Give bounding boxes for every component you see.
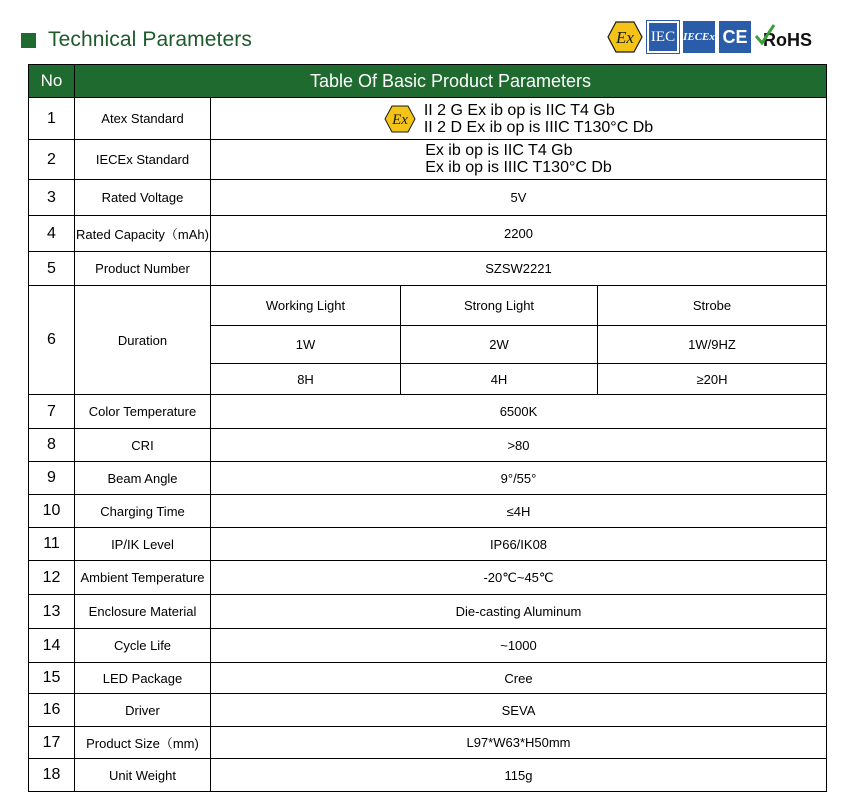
table-row	[29, 694, 827, 727]
iecex-line-dust: Ex ib op is IIIC T130°C Db	[425, 159, 612, 176]
rohs-logo-text: RoHS	[763, 30, 812, 50]
table-row	[29, 98, 827, 140]
row-value: SZSW2221	[211, 252, 827, 286]
duration-mode-strobe: Strobe	[598, 286, 827, 326]
row-number: 2	[29, 140, 75, 180]
row-value: Cree	[211, 663, 827, 694]
ex-logo-text: Ex	[616, 28, 634, 47]
table-row	[29, 216, 827, 252]
row-label: Rated Voltage	[75, 180, 211, 216]
row-label: Charging Time	[75, 495, 211, 528]
table-row	[29, 528, 827, 561]
header-no: No	[29, 65, 75, 98]
row-number: 15	[29, 663, 75, 694]
table-row	[29, 495, 827, 528]
row-value	[211, 140, 827, 180]
row-number: 10	[29, 495, 75, 528]
row-number: 7	[29, 395, 75, 429]
table-row	[29, 759, 827, 792]
row-number: 16	[29, 694, 75, 727]
parameters-table	[28, 64, 827, 792]
duration-mode-strong-light: Strong Light	[401, 286, 598, 326]
row-value: IP66/IK08	[211, 528, 827, 561]
row-label: CRI	[75, 429, 211, 462]
table-header-row	[29, 65, 827, 98]
row-value: 6500K	[211, 395, 827, 429]
certification-logos	[607, 19, 812, 55]
iecex-line-gas: Ex ib op is IIC T4 Gb	[425, 142, 573, 159]
duration-power-strong-light: 2W	[401, 326, 598, 364]
row-number: 9	[29, 462, 75, 495]
row-value: 115g	[211, 759, 827, 792]
row-number: 5	[29, 252, 75, 286]
table-row	[29, 180, 827, 216]
row-number: 17	[29, 727, 75, 759]
row-label: IP/IK Level	[75, 528, 211, 561]
row-value: ≤4H	[211, 495, 827, 528]
duration-power-working-light: 1W	[211, 326, 401, 364]
table-row	[29, 561, 827, 595]
row-label: Cycle Life	[75, 629, 211, 663]
row-value: 5V	[211, 180, 827, 216]
table-row	[29, 595, 827, 629]
row-value: >80	[211, 429, 827, 462]
header-title: Table Of Basic Product Parameters	[75, 65, 827, 98]
table-row	[29, 629, 827, 663]
row-label: Product Number	[75, 252, 211, 286]
table-row	[29, 429, 827, 462]
table-row	[29, 286, 827, 326]
section-marker-icon	[21, 33, 36, 48]
table-row	[29, 727, 827, 759]
duration-time-working-light: 8H	[211, 364, 401, 395]
row-label: Color Temperature	[75, 395, 211, 429]
row-label: IECEx Standard	[75, 140, 211, 180]
row-value: -20℃~45℃	[211, 561, 827, 595]
table-row	[29, 395, 827, 429]
row-value: Die-casting Aluminum	[211, 595, 827, 629]
rohs-logo	[755, 21, 812, 53]
atex-line-gas: II 2 G Ex ib op is IIC T4 Gb	[423, 101, 615, 119]
table-row	[29, 663, 827, 694]
section-title: Technical Parameters	[48, 28, 252, 51]
row-number: 11	[29, 528, 75, 561]
row-number: 18	[29, 759, 75, 792]
iec-logo: IEC	[647, 21, 679, 53]
check-icon	[755, 23, 775, 45]
row-value: L97*W63*H50mm	[211, 727, 827, 759]
row-number: 1	[29, 98, 75, 140]
row-number: 14	[29, 629, 75, 663]
row-label: Driver	[75, 694, 211, 727]
row-value: 9°/55°	[211, 462, 827, 495]
duration-time-strong-light: 4H	[401, 364, 598, 395]
row-number: 6	[29, 286, 75, 395]
duration-power-strobe: 1W/9HZ	[598, 326, 827, 364]
table-row	[29, 140, 827, 180]
row-label: Enclosure Material	[75, 595, 211, 629]
row-value: ~1000	[211, 629, 827, 663]
row-label: Beam Angle	[75, 462, 211, 495]
svg-text:Ex: Ex	[391, 111, 408, 128]
row-label: Ambient Temperature	[75, 561, 211, 595]
row-label: Atex Standard	[75, 98, 211, 140]
ex-icon	[384, 105, 416, 133]
row-label: Duration	[75, 286, 211, 395]
row-number: 8	[29, 429, 75, 462]
table-row	[29, 462, 827, 495]
section-header	[21, 26, 252, 54]
row-label: Unit Weight	[75, 759, 211, 792]
atex-line-dust: II 2 D Ex ib op is IIIC T130°C Db	[423, 118, 654, 136]
atex-ex-logo	[607, 21, 643, 53]
duration-time-strobe: ≥20H	[598, 364, 827, 395]
row-number: 4	[29, 216, 75, 252]
row-label: Rated Capacity（mAh)	[75, 216, 211, 252]
row-number: 3	[29, 180, 75, 216]
row-value	[211, 98, 827, 140]
ce-logo: CE	[719, 21, 751, 53]
row-value: SEVA	[211, 694, 827, 727]
row-label: LED Package	[75, 663, 211, 694]
table-row	[29, 252, 827, 286]
iecex-logo: IECEx	[683, 21, 715, 53]
row-label: Product Size（mm)	[75, 727, 211, 759]
row-value: 2200	[211, 216, 827, 252]
row-number: 13	[29, 595, 75, 629]
duration-mode-working-light: Working Light	[211, 286, 401, 326]
row-number: 12	[29, 561, 75, 595]
